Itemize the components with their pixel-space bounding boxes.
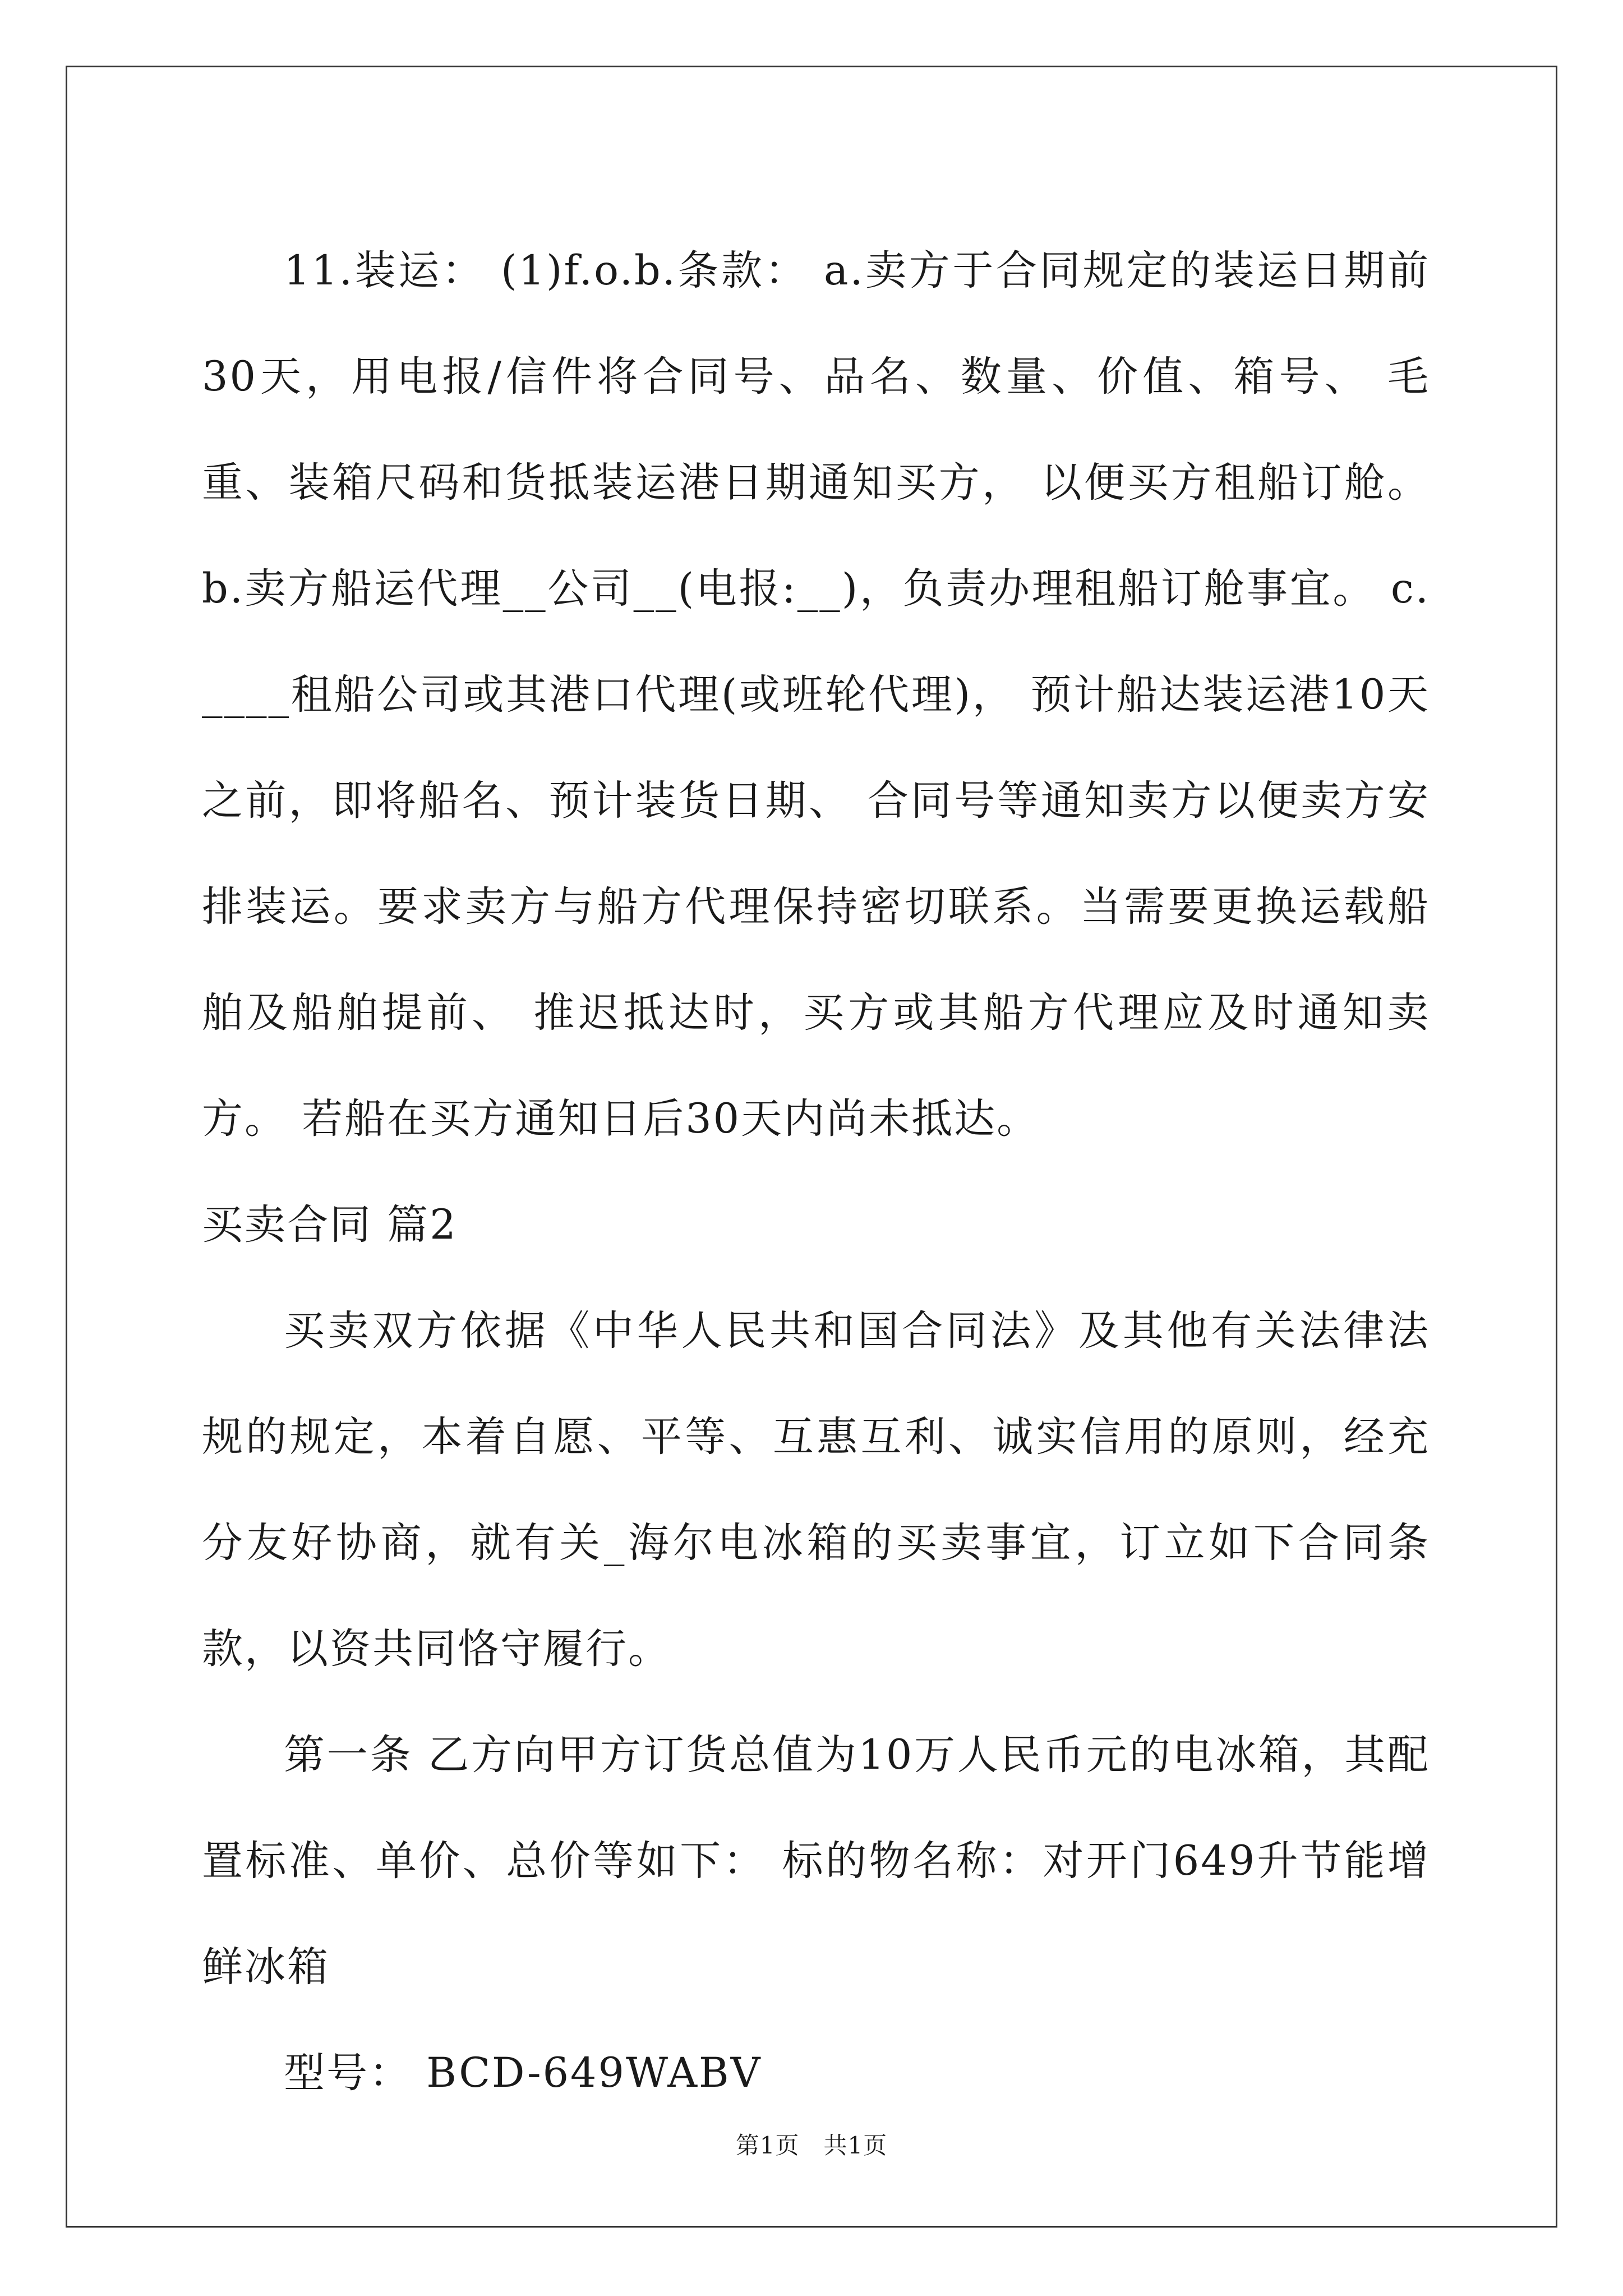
page-footer: 第1页 共1页	[735, 2132, 888, 2159]
paragraph-model-number: 型号： BCD-649WABV	[284, 2049, 762, 2097]
paragraph-preamble: 买卖双方依据《中华人民共和国合同法》及其他有关法律法规的规定，本着自愿、平等、互惠互利、诚实信用的原则，经充分友好协商，就有关_海尔电冰箱的买卖事宜，订立如下合同条款，以资共同恪守履行。	[202, 1307, 1430, 1673]
paragraph-shipping-clause: 11.装运： (1)f.o.b.条款： a.卖方于合同规定的装运日期前30天，用电报/信件将合同号、品名、数量、价值、箱号、 毛重、装箱尺码和货抵装运港日期通知买方， 以便买方租船订舱。 b.卖方船运代理__公司__(电报:__)，负责办理租船订舱事宜。 c.____租船公司或其港口代理(或班轮代理)， 预计船达装运港10天之前，即将船名、预计装货日期、 合同号等通知卖方以便卖方安排装运。要求卖方与船方代理保持密切联系。当需要更换运载船舶及船舶提前、 推迟抵达时，买方或其船方代理应及时通知卖方。 若船在买方通知日后30天内尚未抵达。	[202, 247, 1430, 1143]
document-body	[202, 218, 1430, 2126]
paragraph-article-one: 第一条 乙方向甲方订货总值为10万人民币元的电冰箱，其配置标准、单价、总价等如下： 标的物名称：对开门649升节能增鲜冰箱	[202, 1731, 1430, 1991]
section-heading: 买卖合同 篇2	[202, 1201, 458, 1249]
